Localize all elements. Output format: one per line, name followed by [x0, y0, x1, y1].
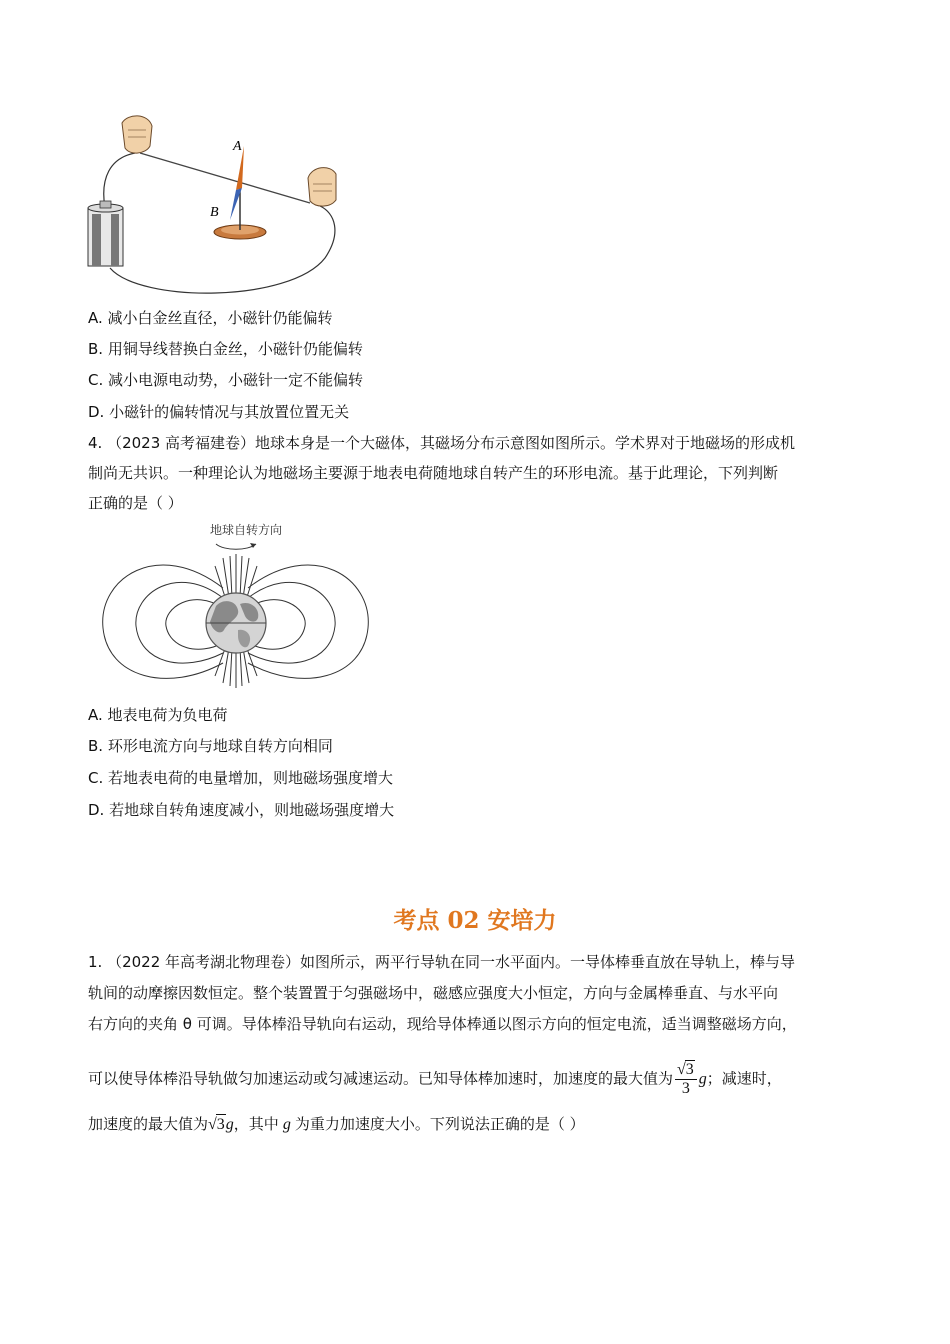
sqrt3-over-3-fraction: $\frac{√3}{3}$ [675, 1060, 697, 1098]
q3-option-c: C. 减小电源电动势，小磁针一定不能偏转 [88, 371, 364, 389]
q1-stem-line-3: 右方向的夹角 θ 可调。导体棒沿导轨向右运动，现给导体棒通以图示方向的恒定电流，适当调整磁场方向， [88, 1015, 797, 1033]
q4-option-a: A. 地表电荷为负电荷 [88, 706, 228, 724]
q4-option-b: B. 环形电流方向与地球自转方向相同 [88, 737, 333, 755]
wire-loop [104, 153, 135, 208]
q1-stem-line-1: 1. （2022 年高考湖北物理卷）如图所示，两平行导轨在同一水平面内。一导体棒垂直放在导轨上，棒与导 [88, 953, 796, 971]
q4-option-d: D. 若地球自转角速度减小，则地磁场强度增大 [88, 801, 395, 819]
q1-line5-mid: ，其中 [233, 1115, 279, 1133]
q1-line5-text: 加速度的最大值为 [88, 1115, 209, 1133]
q4-stem-line-1: 4. （2023 高考福建卷）地球本身是一个大磁体，其磁场分布示意图如图所示。学术界对于地磁场的形成机 [88, 434, 796, 452]
g-symbol: g [698, 1070, 707, 1088]
platinum-wire [140, 153, 310, 203]
q1-line4-text: 可以使导体棒沿导轨做匀加速运动或匀减速运动。已知导体棒加速时，加速度的最大值为 [88, 1069, 674, 1088]
battery-icon [88, 201, 123, 266]
left-hand-icon [122, 116, 152, 153]
rotation-arrow-icon [216, 544, 256, 549]
q4-option-c: C. 若地表电荷的电量增加，则地磁场强度增大 [88, 769, 394, 787]
earth-globe-icon [206, 593, 266, 653]
q1-stem-line-2: 轨间的动摩擦因数恒定。整个装置置于匀强磁场中，磁感应强度大小恒定，方向与金属棒垂直、与水平向 [88, 984, 779, 1002]
right-hand-icon [308, 168, 336, 207]
q3-option-b: B. 用铜导线替换白金丝，小磁针仍能偏转 [88, 340, 363, 358]
q1-stem-line-5 [88, 1114, 585, 1135]
q3-option-a: A. 减小白金丝直径，小磁针仍能偏转 [88, 309, 333, 327]
wire-bottom [110, 206, 335, 293]
q4-stem-line-2: 制尚无共识。一种理论认为地磁场主要源于地表电荷随地球自转产生的环形电流。基于此理论，下列判断 [88, 464, 779, 482]
q4-stem-line-3: 正确的是（ ） [88, 494, 183, 512]
label-b: B [210, 205, 219, 220]
earth-magnetic-field-figure [98, 518, 373, 693]
fraction-denominator: 3 [681, 1080, 690, 1097]
q3-option-d: D. 小磁针的偏转情况与其放置位置无关 [88, 403, 350, 421]
sqrt-value: 3 [216, 1116, 225, 1133]
q1-line5-end: 为重力加速度大小。下列说法正确的是（ ） [294, 1115, 585, 1133]
label-a: A [233, 139, 242, 154]
field-lines-left [103, 565, 223, 678]
g-symbol-2: g [225, 1116, 234, 1133]
earth-rotation-caption: 地球自转方向 [210, 523, 283, 537]
g-symbol-3: g [282, 1116, 291, 1133]
q1-line4-end: ；减速时， [706, 1069, 782, 1088]
fraction-numerator: 3 [685, 1061, 694, 1078]
compass-wire-figure [80, 108, 350, 303]
section-heading: 考点 02 安培力 [393, 907, 557, 934]
q1-stem-line-4 [88, 1060, 782, 1098]
sqrt3-expression: √3 [208, 1116, 225, 1133]
